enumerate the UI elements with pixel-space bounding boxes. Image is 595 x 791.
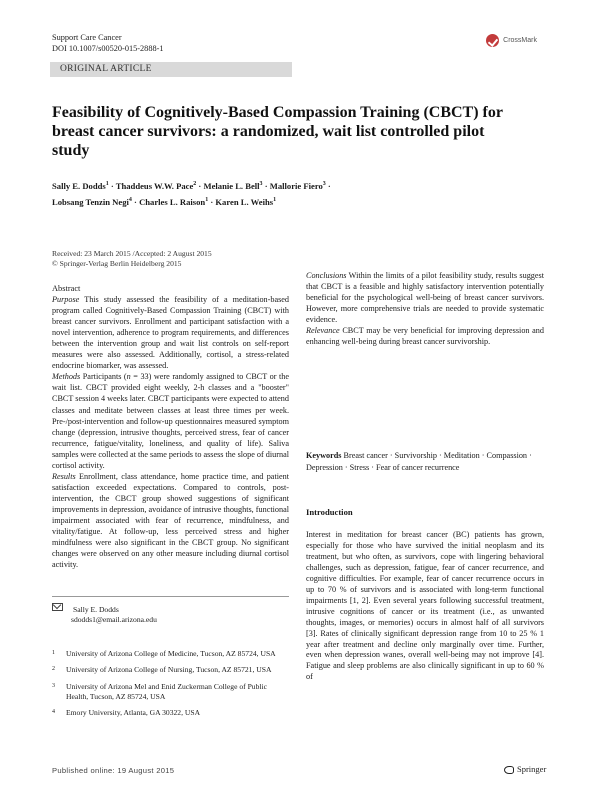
author-affiliation: 1 (105, 181, 109, 187)
author-affiliation: 1 (205, 196, 209, 203)
envelope-icon (52, 603, 63, 611)
abstract-methods (52, 371, 289, 470)
affiliation-number: 4 (52, 709, 55, 715)
author-name[interactable]: Charles L. Raison (139, 196, 206, 207)
springer-logo (503, 764, 546, 774)
article-title: Feasibility of Cognitively-Based Compassion Training (CBCT) for breast cancer survivors: a randomized, wait list controlled pilot study (52, 104, 503, 159)
abstract-purpose (52, 294, 289, 371)
author-list: Sally E. Dodds$^1$ · Thaddeus W.W. Pace$^2$ · Melanie L. Bell$^3$ · Mallorie Fiero$^3$ · Lobsang Tenzin Negi$^4$ · Charles L. Raison$^1$ · Karen L. Weihs$^1$ (52, 180, 331, 207)
affiliation-number: 3 (52, 683, 55, 689)
methods-label: Methods (52, 372, 81, 382)
crossmark-badge[interactable] (486, 34, 537, 47)
copyright: © Springer-Verlag Berlin Heidelberg 2015 (52, 259, 182, 268)
author-name[interactable]: Lobsang Tenzin Negi (52, 196, 129, 207)
abstract-results (52, 471, 289, 570)
corresponding-email[interactable]: sdodds1@email.arizona.edu (71, 615, 157, 624)
conclusions-label: Conclusions (306, 271, 347, 280)
purpose-label: Purpose (52, 295, 80, 305)
springer-horse-icon (503, 764, 514, 774)
relevance-label: Relevance (306, 326, 340, 336)
received-accepted: Received: 23 March 2015 /Accepted: 2 August 2015 (52, 249, 212, 258)
author-name[interactable]: Karen L. Weihs (215, 196, 274, 207)
doi[interactable]: DOI 10.1007/s00520-015-2888-1 (52, 44, 164, 53)
author-affiliation: 1 (273, 196, 277, 203)
results-text: Enrollment, class attendance, home practice time, and patient satisfaction exceeded expectations. Compared to controls, post-intervention, the CBCT group showed suggestions of significant improvements in depression, avoidance of intrusive thoughts, functional impairment associated with fear of recurrence, mindfulness, and vitality/fatigue. At follow-up, less perceived stress and higher mindfulness were also significant in the CBCT group. No significant changes were observed on any other measure including diurnal cortisol activity. (52, 471, 289, 570)
introduction-heading: Introduction (306, 507, 353, 517)
introduction-text: Interest in meditation for breast cancer (BC) patients has grown, especially for those who have survived the initial neoplasm and its treatment, but who often, as survivors, cope with lingering behavioral challenges, such as depression, fatigue, fear of cancer recurrence, and cognitive difficulties. For example, fear of cancer recurrence occurs in up to 70 % of survivors and is associated with long-term functional impairments [1, 2]. Even several years following successful treatment, intrusive cognitions of cancer or its treatment (i.e., as unwanted thoughts, images, or memories) occurs in almost half of all survivors [3]. Rates of clinically significant depression range from 10 to 25 % 1 year after treatment and decline only marginally over time. Further, even when depression wanes, overall well-being may not improve [4]. Fatigue and sleep problems are also clinically significant in up to 60 % of (306, 530, 544, 682)
relevance-text: CBCT may be very beneficial for improving depression and enhancing well-being during breast cancer survivorship. (306, 326, 544, 347)
author-affiliation: 3 (322, 181, 326, 187)
purpose-text: This study assessed the feasibility of a meditation-based program called Cognitively-Based Compassion Training (CBCT) with breast cancer survivors. Enrollment and participant satisfaction with a novel intervention, adherence to program requirements, and differences between the intervention group and wait list controls on self-report measures were also assessed. Additionally, cortisol, a stress-related endocrine biomarker, was assessed. (52, 295, 290, 371)
methods-n: n (126, 372, 131, 382)
journal-name: Support Care Cancer (52, 33, 122, 42)
results-label: Results (52, 471, 76, 481)
publisher-name: Springer (517, 764, 547, 774)
affiliation-item (52, 708, 289, 718)
author-name[interactable]: Melanie L. Bell (203, 180, 260, 191)
published-online: Published online: 19 August 2015 (52, 766, 175, 775)
affiliation-number: 1 (52, 650, 55, 656)
corresponding-author: Sally E. Dodds (73, 605, 119, 614)
affiliation-number: 2 (52, 666, 55, 672)
affiliation-item (52, 682, 289, 702)
keywords-label: Keywords (306, 451, 342, 460)
affiliation-text: Emory University, Atlanta, GA 30322, USA (66, 708, 201, 717)
author-name[interactable]: Mallorie Fiero (269, 180, 323, 191)
section-banner: ORIGINAL ARTICLE (50, 62, 292, 77)
footnote-divider (52, 596, 289, 597)
affiliation-text: University of Arizona College of Nursing, Tucson, AZ 85721, USA (66, 665, 272, 674)
affiliation-item (52, 649, 289, 659)
methods-text-start: Participants ( (82, 372, 127, 382)
author-name[interactable]: Thaddeus W.W. Pace (115, 180, 194, 191)
correspondence (52, 603, 157, 625)
article-dates (52, 249, 212, 269)
author-affiliation: 4 (128, 196, 132, 203)
author-affiliation: 2 (193, 181, 197, 187)
affiliation-text: University of Arizona College of Medicine, Tucson, AZ 85724, USA (66, 649, 276, 658)
affiliation-text: University of Arizona Mel and Enid Zuckerman College of Public Health, Tucson, AZ 85724, USA (66, 682, 267, 701)
conclusions-text: Within the limits of a pilot feasibility study, results suggest that CBCT is a feasible and highly satisfactory intervention potentially beneficial for the psychological well-being of breast cancer survivors. However, more comprehensive trials are needed to provide systematic evidence. (306, 271, 544, 325)
crossmark-icon (486, 34, 499, 47)
abstract-right-column (306, 270, 544, 347)
journal-header (52, 32, 164, 54)
abstract-heading: Abstract (52, 284, 81, 293)
crossmark-label: CrossMark (503, 37, 537, 44)
abstract-relevance (306, 325, 544, 347)
affiliation-item (52, 665, 289, 675)
author-affiliation: 3 (259, 181, 263, 187)
keywords (306, 450, 544, 474)
keywords-text: Breast cancer · Survivorship · Meditation · Compassion · Depression · Stress · Fear of cancer recurrence (306, 451, 532, 472)
author-name[interactable]: Sally E. Dodds (52, 180, 106, 191)
methods-text: = 33) were randomly assigned to CBCT or the wait list. CBCT provided eight weekly, 2-h classes and a "booster" CBCT session 4 weeks later. CBCT participants were expected to attend classes and meditate between classes at least three times per week. Pre-/post-intervention and follow-up questionnaires measured symptom change (depression, intrusive thoughts, perceived stress, fear of cancer recurrence, fatigue/vitality, loneliness, and quality of life). Saliva samples were collected at the same periods to assess the slope of diurnal cortisol activity. (52, 372, 290, 470)
abstract-left-column (52, 283, 289, 570)
abstract-conclusions (306, 270, 544, 325)
